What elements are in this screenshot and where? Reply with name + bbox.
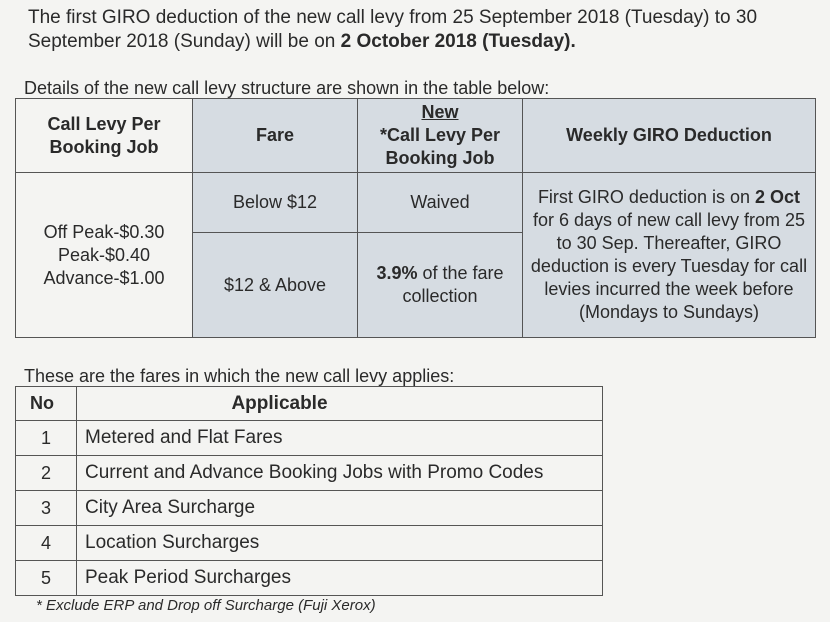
header-call-levy: Call Levy Per Booking Job <box>15 98 193 173</box>
table-row <box>15 526 603 561</box>
weekly-part1: First GIRO deduction is on <box>537 187 756 207</box>
intro-paragraph <box>28 6 818 54</box>
header-new-levy <box>357 98 523 173</box>
weekly-part2: for 6 days of new call levy from 25 to 30 Sep. Thereafter, GIRO deduction is every Tuesday for call levies incurred the week before (Mondays to Sundays) <box>530 210 808 322</box>
table-row <box>15 561 603 596</box>
weekly-bold-date: 2 Oct <box>755 187 801 207</box>
row-item: Current and Advance Booking Jobs with Promo Codes <box>85 462 544 483</box>
levy-percentage <box>357 232 523 338</box>
levy-percent-rest: of the fare collection <box>402 263 504 306</box>
peak-levy: Peak-$0.40 <box>57 244 151 265</box>
applicable-table <box>15 386 603 596</box>
advance-levy: Advance-$1.00 <box>43 267 165 288</box>
levy-table-heading: Details of the new call levy structure are shown in the table below: <box>24 78 550 98</box>
footnote: * Exclude ERP and Drop off Surcharge (Fuji Xerox) <box>36 597 376 614</box>
fare-below-12: Below $12 <box>192 172 358 233</box>
applicable-table-heading: These are the fares in which the new call levy applies: <box>24 366 455 386</box>
levy-waived: Waived <box>357 172 523 233</box>
header-new-label: New <box>421 102 459 122</box>
weekly-giro-description <box>522 172 816 338</box>
row-item: City Area Surcharge <box>85 497 256 518</box>
levy-table <box>15 98 816 338</box>
fare-12-above: $12 & Above <box>192 232 358 338</box>
row-number: 1 <box>16 421 77 455</box>
applicable-header-row <box>15 386 603 421</box>
row-item: Peak Period Surcharges <box>85 567 291 588</box>
call-levy-values <box>15 172 193 338</box>
header-new-levy-text: *Call Levy Per Booking Job <box>379 125 501 168</box>
intro-text: The first GIRO deduction of the new call levy from 25 September 2018 (Tuesday) to 30 September 2018 (Sunday) will be on <box>28 7 758 52</box>
intro-date: 2 October 2018 (Tuesday). <box>340 31 576 52</box>
row-item: Location Surcharges <box>85 532 260 553</box>
row-number: 2 <box>16 456 77 490</box>
header-fare: Fare <box>192 98 358 173</box>
row-item: Metered and Flat Fares <box>85 427 283 448</box>
table-row <box>15 456 603 491</box>
levy-percent-value: 3.9% <box>376 263 418 283</box>
header-weekly-giro: Weekly GIRO Deduction <box>522 98 816 173</box>
row-number: 5 <box>16 561 77 595</box>
header-applicable: Applicable <box>231 392 328 414</box>
row-number: 4 <box>16 526 77 560</box>
header-no: No <box>16 387 77 420</box>
table-row <box>15 491 603 526</box>
off-peak-levy: Off Peak-$0.30 <box>43 221 165 242</box>
row-number: 3 <box>16 491 77 525</box>
table-row <box>15 421 603 456</box>
